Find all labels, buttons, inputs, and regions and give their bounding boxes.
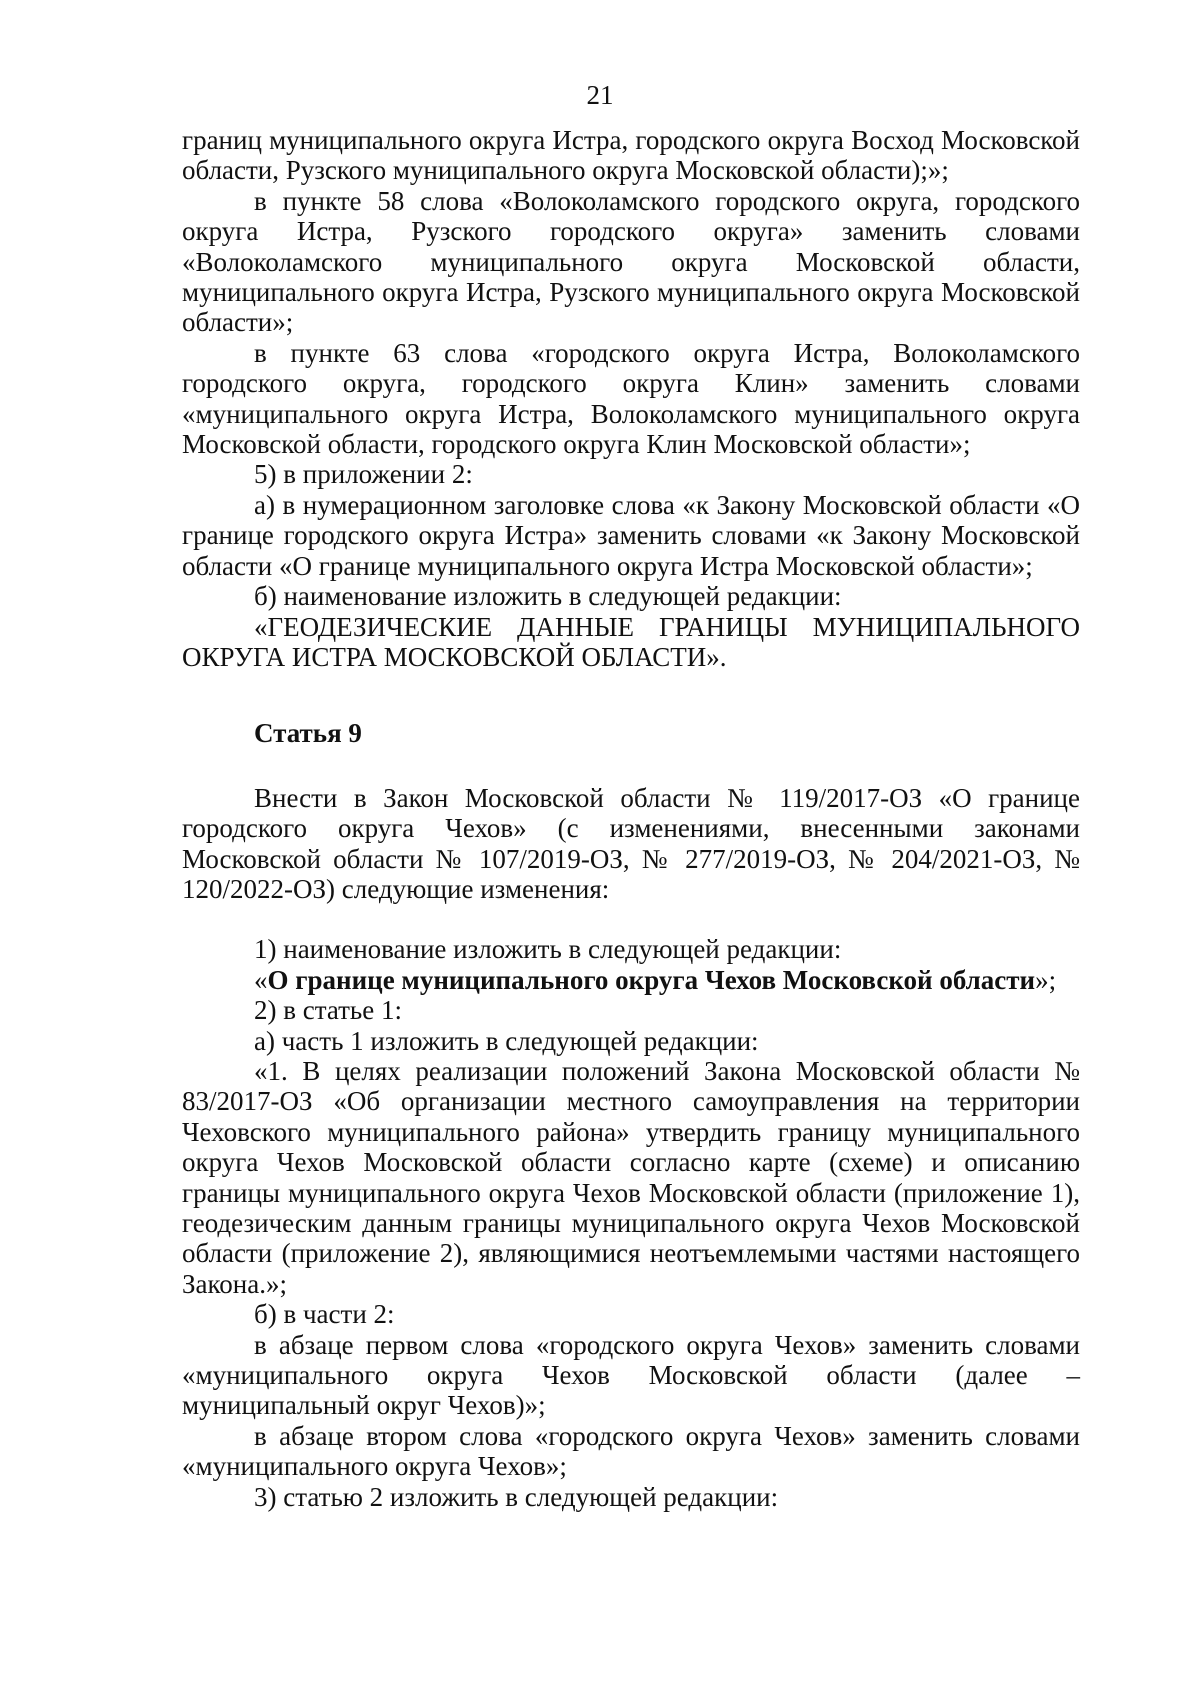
open-quote: « (254, 964, 268, 995)
paragraph-item-2b: б) в части 2: (254, 1299, 395, 1330)
paragraph-item-1: 1) наименование изложить в следующей редакции: (254, 934, 842, 965)
paragraph-first-abzac: в абзаце первом слова «городского округа Чехов» заменить словами «муниципального округа Чехов Московской области (далее – муниципальный округ Чехов)»; (182, 1329, 1080, 1421)
paragraph-item-2a: а) часть 1 изложить в следующей редакции: (254, 1025, 759, 1056)
close-quote: »; (1035, 964, 1057, 995)
spacer (182, 904, 1080, 934)
document-body (182, 125, 1080, 1512)
paragraph-point-63: в пункте 63 слова «городского округа Истра, Волоколамского городского округа, городского округа Клин» заменить словами «муниципального округа Истра, Волоколамского муниципального округа Московской области, городского округа Клин Московской области»; (182, 337, 1080, 460)
paragraph-item-2: 2) в статье 1: (254, 995, 402, 1026)
paragraph-new-law-title (182, 965, 1080, 995)
new-law-title-bold: О границе муниципального округа Чехов Московской области (267, 964, 1036, 995)
paragraph-second-abzac: в абзаце втором слова «городского округа Чехов» заменить словами «муниципального округа Чехов»; (182, 1420, 1080, 1482)
paragraph-item-5: 5) в приложении 2: (254, 459, 473, 490)
paragraph-item-3: 3) статью 2 изложить в следующей редакции: (254, 1481, 779, 1512)
paragraph-continuation: границ муниципального округа Истра, городского округа Восход Московской области, Рузского муниципального округа Московской области);»; (182, 125, 1080, 186)
paragraph-new-heading-text: «ГЕОДЕЗИЧЕСКИЕ ДАННЫЕ ГРАНИЦЫ МУНИЦИПАЛЬНОГО ОКРУГА ИСТРА МОСКОВСКОЙ ОБЛАСТИ». (182, 611, 1080, 672)
paragraph-subitem-a: а) в нумерационном заголовке слова «к Закону Московской области «О границе городского округа Истра» заменить словами «к Закону Московской области «О границе муниципального округа Истра Московской области»; (182, 489, 1080, 581)
page-number: 21 (586, 80, 614, 110)
spacer (182, 672, 1080, 718)
paragraph-subitem-b: б) наименование изложить в следующей редакции: (254, 581, 842, 612)
paragraph-part-1-text: «1. В целях реализации положений Закона Московской области № 83/2017-ОЗ «Об организации местного самоуправления на территории Чеховского муниципального района» утвердить границу муниципального округа Чехов Московской области согласно карте (схеме) и описанию границы муниципального округа Чехов Московской области (приложение 1), геодезическим данным границы муниципального округа Чехов Московской области (приложение 2), являющимися неотъемлемыми частями настоящего Закона.»; (182, 1055, 1080, 1299)
article-intro: Внести в Закон Московской области № 119/2017-ОЗ «О границе городского округа Чехов» (с изменениями, внесенными законами Московской области № 107/2019-ОЗ, № 277/2019-ОЗ, № 204/2021-ОЗ, № 120/2022-ОЗ) следующие изменения: (182, 782, 1080, 904)
article-heading: Статья 9 (254, 718, 362, 749)
spacer (182, 749, 1080, 783)
paragraph-point-58: в пункте 58 слова «Волоколамского городского округа, городского округа Истра, Рузского городского округа» заменить словами «Волоколамского муниципального округа Московской области, муниципального округа Истра, Рузского муниципального округа Московской области»; (182, 185, 1080, 338)
